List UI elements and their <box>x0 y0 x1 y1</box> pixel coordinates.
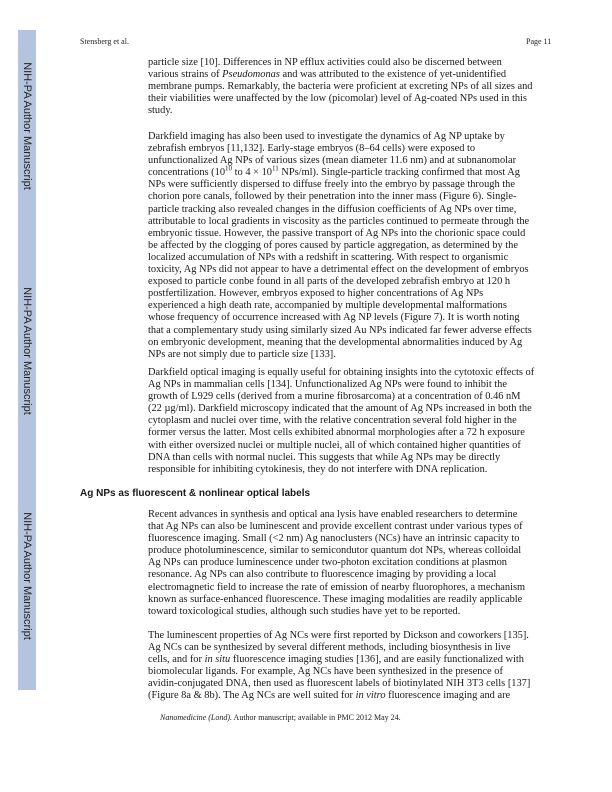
text-line: Ag NPs in mammalian cells [134]. Unfunctionalized Ag NPs were found to inhibit the <box>148 379 507 391</box>
text-line: on embryonic development, meaning that the developmental abnormalities induced by Ag <box>148 336 523 348</box>
text-line: particle size [10]. Differences in NP efflux activities could also be discerned between <box>148 57 502 68</box>
sidebar-label: NIH-PA Author Manuscript <box>21 512 33 640</box>
text-line: zebrafish embryos [11,132]. Early-stage embryos (8–64 cells) were exposed to <box>148 143 476 155</box>
italic-text: in vitro <box>355 690 386 702</box>
text-line: cells, and for in situ fluorescence imaging studies [136], and are easily functionalized with <box>148 654 524 666</box>
text-line: various strains of Pseudomonas and was attributed to the existence of yet-unidentified <box>148 69 507 81</box>
paragraph <box>148 367 535 476</box>
text-line: Ag NCs can be synthesized by several different methods, including biosynthesis in live <box>148 642 511 654</box>
text-line: Ag NPs can produce luminescence under two-photon excitation conditions at plasmon <box>148 557 507 569</box>
text-line: avidin-conjugated DNA, then used as fluorescent labels of biotinylated NIH 3T3 cells [137] <box>148 678 531 690</box>
text-line: produce photoluminescence, similar to semicondutor quantum dot NPs, whereas colloidal <box>148 545 522 557</box>
text-line: Darkfield optical imaging is equally useful for obtaining insights into the cytotoxic effects of <box>148 367 535 378</box>
text-line: fluorescence imaging. Small (<2 nm) Ag nanoclusters (NCs) have an intrinsic capacity to <box>148 533 520 545</box>
text-line: be affected by the clogging of pores caused by particle aggregation, as determined by the <box>148 239 518 251</box>
text-line: Recent advances in synthesis and optical ana lysis have enabled researchers to determine <box>148 509 518 520</box>
text-line: chorion pore canals, followed by their penetration into the inner mass (Figure 6). Single- <box>148 191 517 203</box>
footer-note: Author manuscript; available in PMC 2012 May 24. <box>232 713 401 722</box>
text-line: attributable to local gradients in viscosity as the particles continued to permeate through the <box>148 215 530 227</box>
sidebar-label: NIH-PA Author Manuscript <box>21 62 33 190</box>
text-line: (Figure 8a & 8b). The Ag NCs are well suited for in vitro fluorescence imaging and are <box>148 690 511 702</box>
text-line: known as surface-enhanced fluorescence. These imaging modalities are readily applicable <box>148 593 523 605</box>
italic-text: Pseudomonas <box>222 69 280 81</box>
paragraph <box>148 131 532 361</box>
sidebar-label: NIH-PA Author Manuscript <box>21 287 33 415</box>
section-heading: Ag NPs as fluorescent & nonlinear optical labels <box>80 488 311 499</box>
text-line: toxicity, Ag NPs did not appear to have a detrimental effect on the development of embryos <box>148 264 529 276</box>
text-line: responsible for inhibiting cytokinesis, they do not interfere with DNA replication. <box>148 463 488 475</box>
text-line: whose frequency of occurrence increased with Ag NP levels (Figure 7). It is worth noting <box>148 312 520 324</box>
text-line: localized accumulation of NPs with a redshift in scattering. With respect to organismic <box>148 251 509 263</box>
paragraph <box>148 509 528 618</box>
text-line: Darkfield imaging has also been used to investigate the dynamics of Ag NP uptake by <box>148 131 505 142</box>
text-line: former versus the latter. Most cells exhibited abnormal morphologies after a 72 h exposure <box>148 427 525 439</box>
text-line: cytoplasm and nuclei over time, with the relative concentration several fold higher in the <box>148 415 517 427</box>
text-line: study. <box>148 105 173 117</box>
footer-journal: Nanomedicine (Lond). <box>160 713 232 722</box>
text-line: that a complementary study using similarly sized Au NPs indicated far fewer adverse effects <box>148 324 532 336</box>
superscript: 11 <box>271 164 279 173</box>
text-line: exposed to particle conbe found in all parts of the developed zebrafish embryo at 120 h <box>148 276 511 288</box>
text-line: electromagnetic field to increase the rate of emission of nearby fluorophores, a mechanism <box>148 581 526 593</box>
text-line: experienced a high death rate, accompanied by multiple developmental malformations <box>148 300 507 312</box>
text-line: unfunctionalized Ag NPs of various sizes (mean diameter 11.6 nm) and at subnanomolar <box>148 155 517 167</box>
text-line: The luminescent properties of Ag NCs were first reported by Dickson and coworkers [135]. <box>148 630 529 641</box>
text-line: embryonic tissue. However, the passive transport of Ag NPs into the chorionic space could <box>148 227 526 239</box>
italic-text: in situ <box>204 654 231 666</box>
text-line: biomolecular ligands. For example, Ag NCs have been synthesized in the presence of <box>148 666 503 678</box>
text-line: their viabilities were unaffected by the low (picomolar) level of Ag-coated NPs used in this <box>148 93 527 105</box>
paragraph <box>148 630 531 703</box>
page-number: Page 11 <box>526 37 552 46</box>
text-line: NPs were sufficiently dispersed to diffuse freely into the embryo by passage through the <box>148 179 515 191</box>
text-line: growth of L929 cells (derived from a murine fibrosarcoma) at a concentration of 0.46 nM <box>148 391 521 403</box>
text-line: membrane pumps. Remarkably, the bacteria were proficient at excreting NPs of all sizes and <box>148 81 533 93</box>
paragraph <box>148 57 533 117</box>
footer <box>160 713 401 722</box>
text-line: (22 µg/ml). Darkfield microscopy indicated that the amount of Ag NPs increased in both the <box>148 403 532 415</box>
text-line: DNA than cells with normal nuclei. This suggests that while Ag NPs may be directly <box>148 451 501 463</box>
running-header-author: Stensberg et al. <box>80 37 129 46</box>
text-line: postfertilization. However, embryos exposed to higher concentrations of Ag NPs <box>148 288 484 300</box>
text-line: concentrations ($10^{10}$ to $4 \times 10^{11}$ NPs/ml). Single-particle tracking confirmed that most Ag <box>148 164 520 179</box>
text-line: that Ag NPs can also be luminescent and provide excellent contrast under various types of <box>148 521 523 533</box>
nih-pa-sidebar <box>18 30 36 690</box>
superscript: 10 <box>225 164 233 173</box>
text-line: particle tracking also revealed changes in the diffusion coefficients of Ag NPs over time, <box>148 203 517 215</box>
text-line: toward toxicological studies, although such studies have yet to be reported. <box>148 605 461 617</box>
text-line: resonance. Ag NPs can also contribute to fluorescence imaging by providing a local <box>148 569 497 581</box>
text-line: NPs are not simply due to particle size [133]. <box>148 348 336 360</box>
text-line: with either oversized nuclei or multiple nuclei, all of which contained higher quantities of <box>148 439 521 451</box>
